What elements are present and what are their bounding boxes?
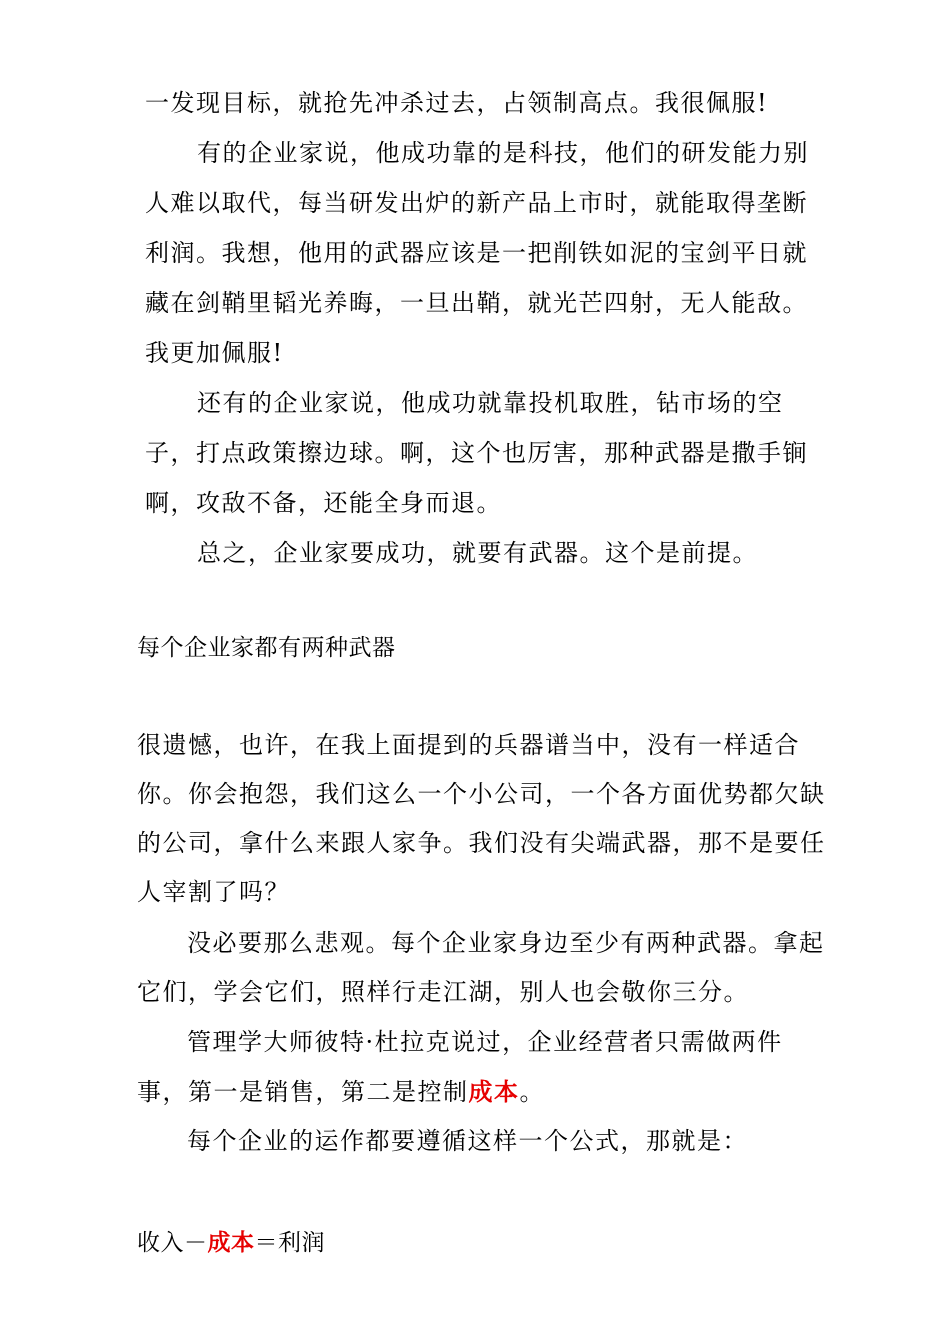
paragraph-7-end: 。 (519, 1078, 545, 1106)
paragraph-2: 有的企业家说，他成功靠的是科技，他们的研发能力别人难以取代，每当研发出炉的新产品上市时，就能取得垄断利润。我想，他用的武器应该是一把削铁如泥的宝剑平日就藏在剑鞘里韬光养晦，一旦出鞘，就光芒四射，无人能敌。我更加佩服! (145, 139, 809, 367)
profit-formula (137, 1220, 827, 1266)
paragraph-4: 总之，企业家要成功，就要有武器。这个是前提。 (197, 539, 758, 567)
formula-cost-highlight: 成本 (207, 1229, 255, 1256)
paragraph-7 (137, 1018, 827, 1117)
paragraph-6: 没必要那么悲观。每个企业家身边至少有两种武器。拿起它们，学会它们，照样行走江湖，别人也会敬你三分。 (137, 929, 825, 1006)
paragraph-3: 还有的企业家说，他成功就靠投机取胜，钻市场的空子，打点政策擦边球。啊，这个也厉害，那种武器是撒手锏啊，攻敌不备，还能全身而退。 (145, 389, 808, 517)
cost-highlight: 成本 (468, 1077, 520, 1106)
section-heading: 每个企业家都有两种武器 (137, 635, 396, 661)
formula-profit: ＝利润 (254, 1230, 325, 1256)
paragraph-1: 一发现目标，就抢先冲杀过去，占领制高点。我很佩服! (145, 89, 769, 117)
paragraph-8: 每个企业的运作都要遵循这样一个公式，那就是： (187, 1127, 748, 1155)
formula-revenue: 收入－ (137, 1230, 208, 1256)
paragraph-5: 很遗憾，也许，在我上面提到的兵器谱当中，没有一样适合你。你会抱怨，我们这么一个小公司，一个各方面优势都欠缺的公司，拿什么来跟人家争。我们没有尖端武器，那不是要任人宰割了吗？ (137, 731, 826, 906)
paragraph-7-text: 管理学大师彼特·杜拉克说过，企业经营者只需做两件事，第一是销售，第二是控制 (137, 1028, 783, 1106)
